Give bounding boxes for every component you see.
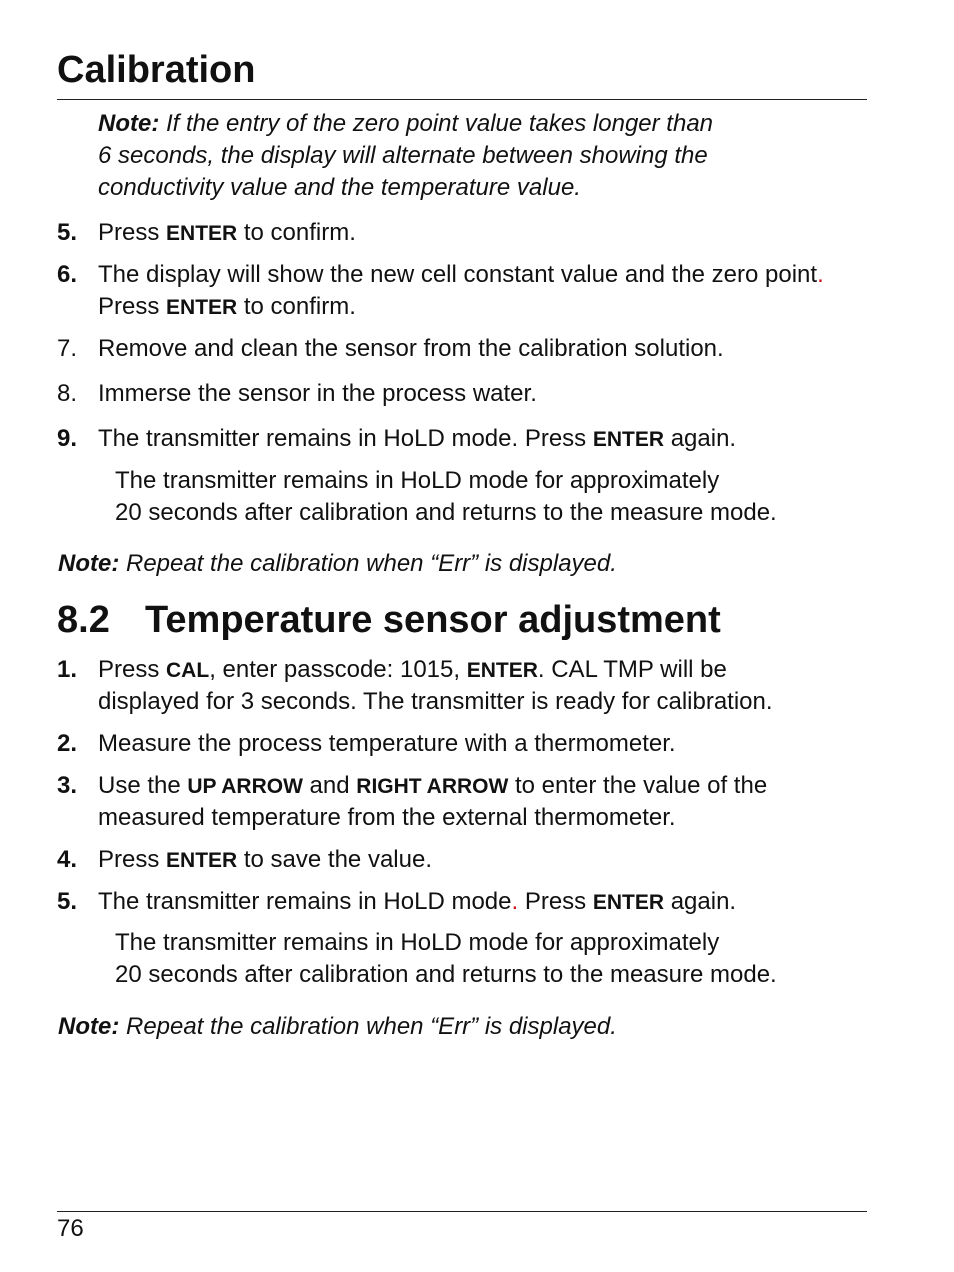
key-enter: ENTER	[166, 849, 238, 872]
step-number: 3.	[57, 772, 78, 799]
key-enter: ENTER	[466, 659, 538, 682]
step-number: 5.	[57, 219, 78, 246]
note-b: Note: Repeat the calibration when “Err” is displayed.	[58, 1013, 617, 1040]
step-text: The transmitter remains in HoLD mode. Press ENTER again.	[98, 888, 737, 915]
step-number: 2.	[57, 730, 78, 757]
step-text: Remove and clean the sensor from the calibration solution.	[98, 335, 724, 362]
step-text: The transmitter remains in HoLD mode. Press ENTER again.	[98, 425, 737, 452]
step-number: 1.	[57, 656, 78, 683]
red-dot: .	[817, 261, 824, 288]
key-enter: ENTER	[166, 296, 238, 319]
page-number: 76	[57, 1215, 84, 1242]
key-enter: ENTER	[592, 891, 665, 914]
note-a: Note: Repeat the calibration when “Err” is displayed.	[58, 550, 617, 577]
step-text-line-2: displayed for 3 seconds. The transmitter is ready for calibration.	[98, 688, 773, 715]
step-number: 7.	[57, 335, 78, 362]
step-text: Press ENTER to save the value.	[98, 846, 432, 873]
step-text-line-1: Press CAL, enter passcode: 1015, ENTER. CAL TMP will be	[98, 656, 727, 683]
step-text-line-1: Use the UP ARROW and RIGHT ARROW to enter the value of the	[98, 772, 768, 799]
step-text: Press ENTER to confirm.	[98, 219, 356, 246]
key-right-arrow: RIGHT ARROW	[356, 775, 509, 798]
step-number: 5.	[57, 888, 78, 915]
top-note-line-2: 6 seconds, the display will alternate between showing the	[98, 142, 708, 169]
key-up-arrow: UP ARROW	[187, 775, 303, 798]
chapter-title: Calibration	[57, 49, 256, 91]
key-enter: ENTER	[592, 428, 665, 451]
result-line-2: 20 seconds after calibration and returns to the measure mode.	[115, 961, 777, 988]
footer-rule	[57, 1211, 867, 1212]
step-text-line-2: measured temperature from the external thermometer.	[98, 804, 676, 831]
section-number: 8.2	[57, 599, 110, 641]
section-heading: Temperature sensor adjustment	[145, 599, 721, 641]
step-text: Measure the process temperature with a thermometer.	[98, 730, 676, 757]
step-number: 9.	[57, 425, 78, 452]
header-rule	[57, 99, 867, 100]
step-number: 4.	[57, 846, 78, 873]
result-line-1: The transmitter remains in HoLD mode for approximately	[115, 467, 720, 494]
step-number: 8.	[57, 380, 78, 407]
key-cal: CAL	[166, 659, 210, 682]
top-note-line-1: Note: If the entry of the zero point value takes longer than	[98, 110, 714, 137]
result-line-1: The transmitter remains in HoLD mode for approximately	[115, 929, 720, 956]
top-note-label: Note:	[98, 110, 160, 137]
step-text-line-1: The display will show the new cell constant value and the zero point.	[98, 261, 824, 288]
top-note-line-3: conductivity value and the temperature value.	[98, 174, 581, 201]
section-title	[57, 596, 721, 644]
red-dot: .	[511, 888, 519, 915]
step-number: 6.	[57, 261, 78, 288]
note-label: Note:	[58, 1013, 120, 1040]
note-label: Note:	[58, 550, 120, 577]
step-text-line-2: Press ENTER to confirm.	[98, 293, 356, 320]
step-text: Immerse the sensor in the process water.	[98, 380, 537, 407]
key-enter: ENTER	[166, 222, 238, 245]
result-line-2: 20 seconds after calibration and returns to the measure mode.	[115, 499, 777, 526]
